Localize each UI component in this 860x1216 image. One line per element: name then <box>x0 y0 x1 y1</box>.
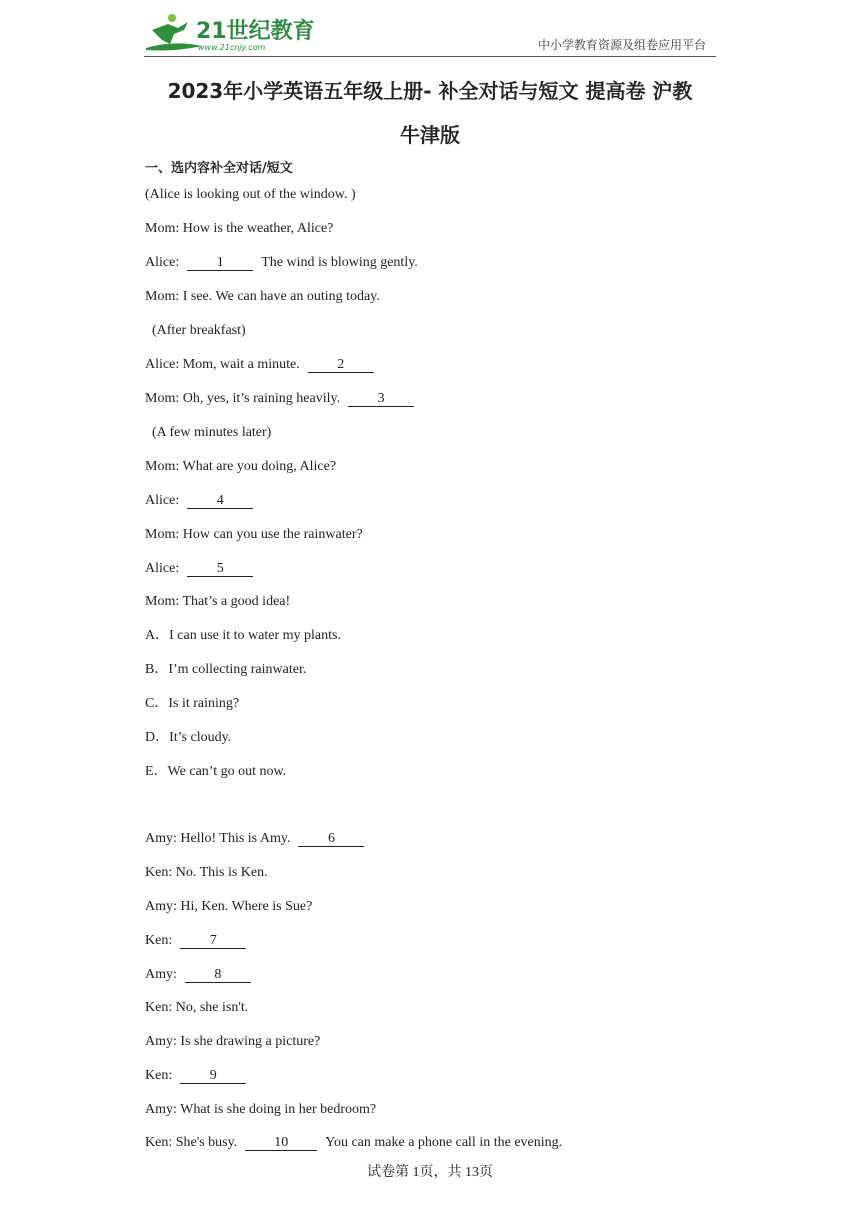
answer-blank-6[interactable]: 6 <box>298 831 364 847</box>
dialogue-line: (A few minutes later) <box>145 425 272 440</box>
speaker-text: Amy: <box>145 967 177 982</box>
answer-blank-2[interactable]: 2 <box>308 357 374 373</box>
dialogue-line: Mom: How is the weather, Alice? <box>145 221 334 236</box>
answer-blank-1[interactable]: 1 <box>187 255 253 271</box>
logo-21cnjy <box>144 10 324 54</box>
line-text: The wind is blowing gently. <box>261 255 418 270</box>
dialogue-line <box>145 1067 254 1085</box>
line-text: You can make a phone call in the evening. <box>325 1135 563 1150</box>
dialogue-line: Mom: How can you use the rainwater? <box>145 527 363 542</box>
dialogue-line <box>145 932 254 950</box>
page-footer: 试卷第 1页，共 13页 <box>367 1165 493 1180</box>
option-d: D．It’s cloudy. <box>145 730 232 745</box>
dialogue-line <box>145 966 259 984</box>
speaker-text: Alice: <box>145 561 180 576</box>
dialogue-line <box>145 830 372 848</box>
answer-blank-10[interactable]: 10 <box>245 1135 317 1151</box>
dialogue-line: Amy: Hi, Ken. Where is Sue? <box>145 899 313 914</box>
dialogue-line <box>145 492 261 510</box>
dialogue-line: Amy: Is she drawing a picture? <box>145 1034 321 1049</box>
answer-blank-4[interactable]: 4 <box>187 493 253 509</box>
dialogue-line: Ken: No. This is Ken. <box>145 865 268 880</box>
option-a: A．I can use it to water my plants. <box>145 628 341 643</box>
logo-text: 21世纪教育 <box>196 19 315 44</box>
dialogue-line: Mom: That’s a good idea! <box>145 594 291 609</box>
doc-title-line2: 牛津版 <box>400 123 460 147</box>
dialogue-line <box>145 356 382 374</box>
option-c: C．Is it raining? <box>145 696 240 711</box>
answer-blank-7[interactable]: 7 <box>180 933 246 949</box>
dialogue-line: Ken: No, she isn't. <box>145 1000 249 1015</box>
logo-url: www.21cnjy.com <box>198 43 266 52</box>
dialogue-line: (Alice is looking out of the window. ) <box>145 187 356 202</box>
dialogue-line: Mom: What are you doing, Alice? <box>145 459 337 474</box>
dialogue-line <box>145 1134 562 1152</box>
speaker-text: Ken: <box>145 1068 173 1083</box>
option-e: E．We can’t go out now. <box>145 764 287 779</box>
doc-title-line1: 2023年小学英语五年级上册- 补全对话与短文 提高卷 沪教 <box>167 79 693 103</box>
answer-blank-9[interactable]: 9 <box>180 1068 246 1084</box>
dialogue-line <box>145 560 261 578</box>
speaker-text: Alice: <box>145 255 180 270</box>
section-heading: 一、选内容补全对话/短文 <box>145 161 293 176</box>
line-text: Alice: Mom, wait a minute. <box>145 357 300 372</box>
line-text: Amy: Hello! This is Amy. <box>145 831 291 846</box>
page-header <box>144 10 716 57</box>
option-b: B．I’m collecting rainwater. <box>145 662 307 677</box>
platform-name: 中小学教育资源及组卷应用平台 <box>537 38 706 52</box>
dialogue-line <box>145 254 418 272</box>
dialogue-line <box>145 390 422 408</box>
answer-blank-3[interactable]: 3 <box>348 391 414 407</box>
running-figure-icon <box>146 14 202 51</box>
answer-blank-8[interactable]: 8 <box>185 967 251 983</box>
line-text: Mom: Oh, yes, it’s raining heavily. <box>145 391 341 406</box>
dialogue-line: Amy: What is she doing in her bedroom? <box>145 1102 377 1117</box>
dialogue-line: Mom: I see. We can have an outing today. <box>145 289 380 304</box>
answer-blank-5[interactable]: 5 <box>187 561 253 577</box>
line-text: Ken: She's busy. <box>145 1135 238 1150</box>
dialogue-line: (After breakfast) <box>145 323 246 338</box>
speaker-text: Alice: <box>145 493 180 508</box>
speaker-text: Ken: <box>145 933 173 948</box>
